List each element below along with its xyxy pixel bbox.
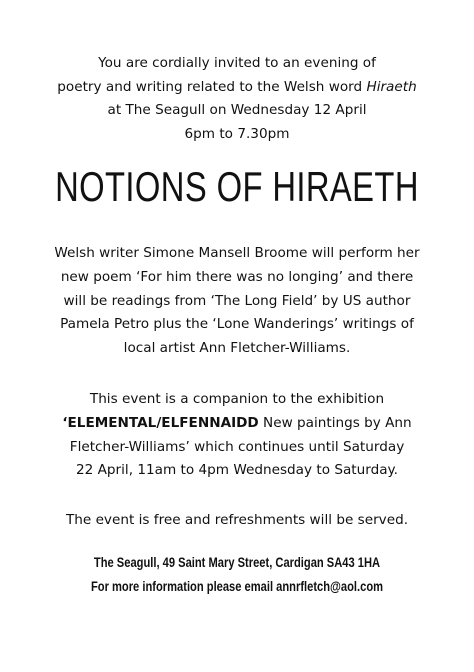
- event-title: NOTIONS OF HIRAETH: [55, 163, 419, 210]
- exhibition-line-4: 22 April, 11am to 4pm Wednesday to Saturday.: [76, 462, 398, 479]
- free-event-text: The event is free and refreshments will be served.: [65, 512, 409, 528]
- intro-line-1: You are cordially invited to an evening of: [98, 55, 376, 71]
- contact-email-line: For more information please email annrfletch@aol.com: [90, 578, 384, 594]
- intro-line-2: [0, 76, 474, 100]
- exhibition-title: ‘ELEMENTAL/ELFENNAIDD: [62, 414, 259, 431]
- exhibition-line-2-rest: New paintings by Ann: [258, 414, 412, 431]
- intro-line-3: at The Seagull on Wednesday 12 April: [107, 102, 367, 118]
- exhibition-line-3: Fletcher-Williams’ which continues until Saturday: [69, 438, 405, 455]
- performance-line-1-prefix: Welsh writer: [54, 245, 144, 261]
- performance-line-5: local artist Ann Fletcher-Williams.: [123, 340, 351, 357]
- performer-name: Simone Mansell Broome: [143, 245, 308, 261]
- exhibition-paragraph: [0, 388, 474, 483]
- contact-footer: [43, 551, 432, 598]
- performance-line-3: will be readings from ‘The Long Field’ by US author: [63, 292, 411, 309]
- performance-line-1-suffix: will perform her: [307, 245, 420, 261]
- exhibition-line-2: [0, 412, 474, 436]
- invitation-intro: [0, 52, 474, 146]
- hiraeth-word: Hiraeth: [366, 78, 417, 95]
- performance-line-1: [0, 242, 474, 266]
- performance-line-4: Pamela Petro plus the ‘Lone Wanderings’ writings of: [60, 316, 414, 333]
- performance-line-2: new poem ‘For him there was no longing’ and there: [60, 268, 414, 285]
- intro-line-2-text: poetry and writing related to the Welsh word: [57, 78, 367, 95]
- free-event-note: [0, 509, 474, 533]
- performance-paragraph: [0, 242, 474, 361]
- exhibition-line-1: This event is a companion to the exhibition: [89, 391, 385, 407]
- venue-address: The Seagull, 49 Saint Mary Street, Cardigan SA43 1HA: [93, 555, 381, 570]
- intro-line-4: 6pm to 7.30pm: [184, 125, 290, 142]
